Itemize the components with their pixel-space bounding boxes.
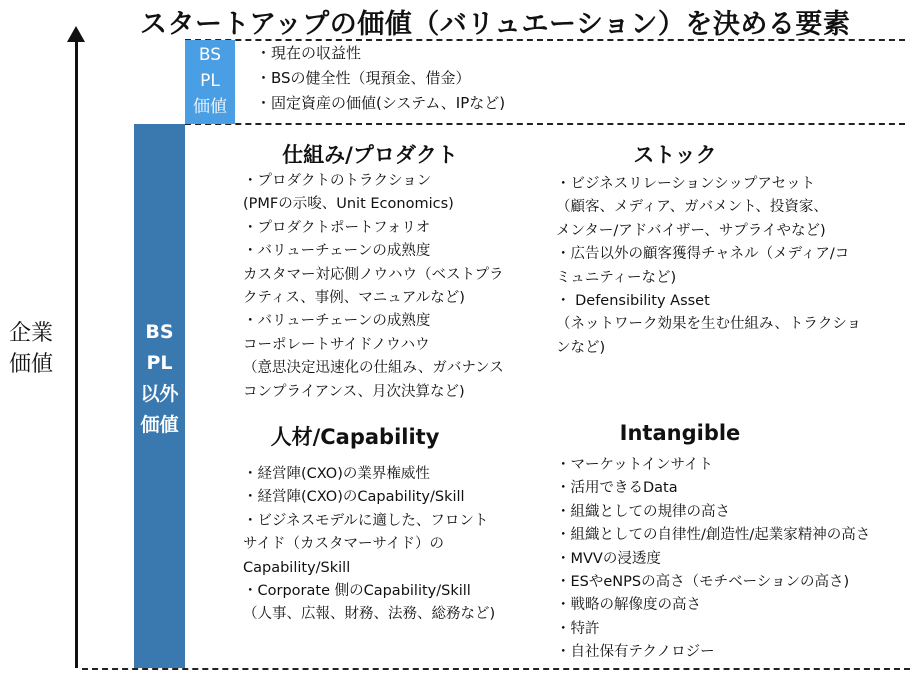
list-item: ・ビジネスリレーションシップアセット [556,176,816,192]
quadrant-title-people: 人材/Capability [270,425,440,449]
list-item: ・プロダクトのトラクション [243,173,432,189]
quadrant-list-mechanism [243,170,504,404]
list-item: ・ビジネスモデルに適した、フロント [243,512,489,529]
list-item: ・バリューチェーンの成熟度 [243,313,431,330]
quadrant-list-stock [556,173,861,360]
box-label: PL [146,352,173,374]
list-item: ・組織としての規律の高さ [556,503,730,520]
value-axis [75,38,78,668]
list-item: ・ Defensibility Asset [556,293,710,310]
list-item: コンプライアンス、月次決算など) [243,383,465,400]
box-label: PL [200,71,220,91]
list-item: ・自社保有テクノロジー [556,644,715,661]
page-title: スタートアップの価値（バリュエーション）を決める要素 [140,9,851,40]
list-item: ・バリューチェーンの成熟度 [243,243,431,260]
box-label: 以外 [140,383,179,405]
list-item: (PMFの示唆、Unit Economics) [243,196,454,213]
list-item: ・経営陣(CXO)のCapability/Skill [243,489,465,506]
box-label: BS [198,45,222,65]
list-item: コーポレートサイドノウハウ [243,336,430,353]
list-item: サイド（カスタマーサイド）の [243,536,444,553]
axis-label [2,318,60,380]
list-item: Capability/Skill [243,559,351,576]
axis-label-line: 価値 [8,352,53,377]
list-item: （人事、広報、財務、法務、総務など) [243,606,496,623]
list-item: ・固定資産の価値(システム、IPなど) [256,94,506,112]
list-item: ・広告以外の顧客獲得チャネル（メディア/コ [556,246,850,263]
quadrant-title-intangible: Intangible [619,421,741,445]
box-label: BS [145,321,174,343]
axis-label-line: 企業 [8,321,53,346]
list-item: （ネットワーク効果を生む仕組み、トラクショ [556,316,862,333]
list-item: （顧客、メディア、ガバメント、投資家、 [556,199,828,216]
list-item: ・活用できるData [556,480,678,497]
box-label: 価値 [140,414,179,436]
quadrant-title-mechanism: 仕組み/プロダクト [282,143,458,167]
list-item: ・マーケットインサイト [556,457,714,473]
list-item: （意思決定迅速化の仕組み、ガバナンス [243,360,504,377]
list-item: ・現在の収益性 [256,44,362,62]
bs-pl-value-box [185,40,235,124]
list-item: ・BSの健全性（現預金、借金） [256,69,471,87]
list-item: ンなど) [556,339,606,356]
list-item: ・組織としての自律性/創造性/起業家精神の高さ [556,527,871,544]
quadrant-list-people [243,463,495,627]
list-item: メンター/アドバイザー、サプライやなど) [556,222,826,239]
bottom-divider [82,668,910,670]
non-bs-pl-value-box [134,124,185,668]
list-item: クティス、事例、マニュアルなど) [243,290,465,307]
middle-divider [185,123,905,125]
list-item: ・戦略の解像度の高さ [556,597,701,614]
list-item: カスタマー対応側ノウハウ（ベストプラ [243,266,504,283]
list-item: ・特許 [556,620,600,637]
list-item: ・MVVの浸透度 [556,550,661,567]
quadrant-list-intangible [556,454,870,665]
bs-pl-items [256,41,896,116]
box-label: 価値 [193,97,227,117]
quadrant-title-stock: ストック [633,143,717,167]
list-item: ・プロダクトポートフォリオ [243,219,431,236]
list-item: ・Corporate 側のCapability/Skill [243,583,471,600]
list-item: ・ESやeNPSの高さ（モチベーションの高さ) [556,574,850,591]
list-item: ・経営陣(CXO)の業界権威性 [243,466,430,482]
list-item: ミュニティーなど) [556,269,677,286]
